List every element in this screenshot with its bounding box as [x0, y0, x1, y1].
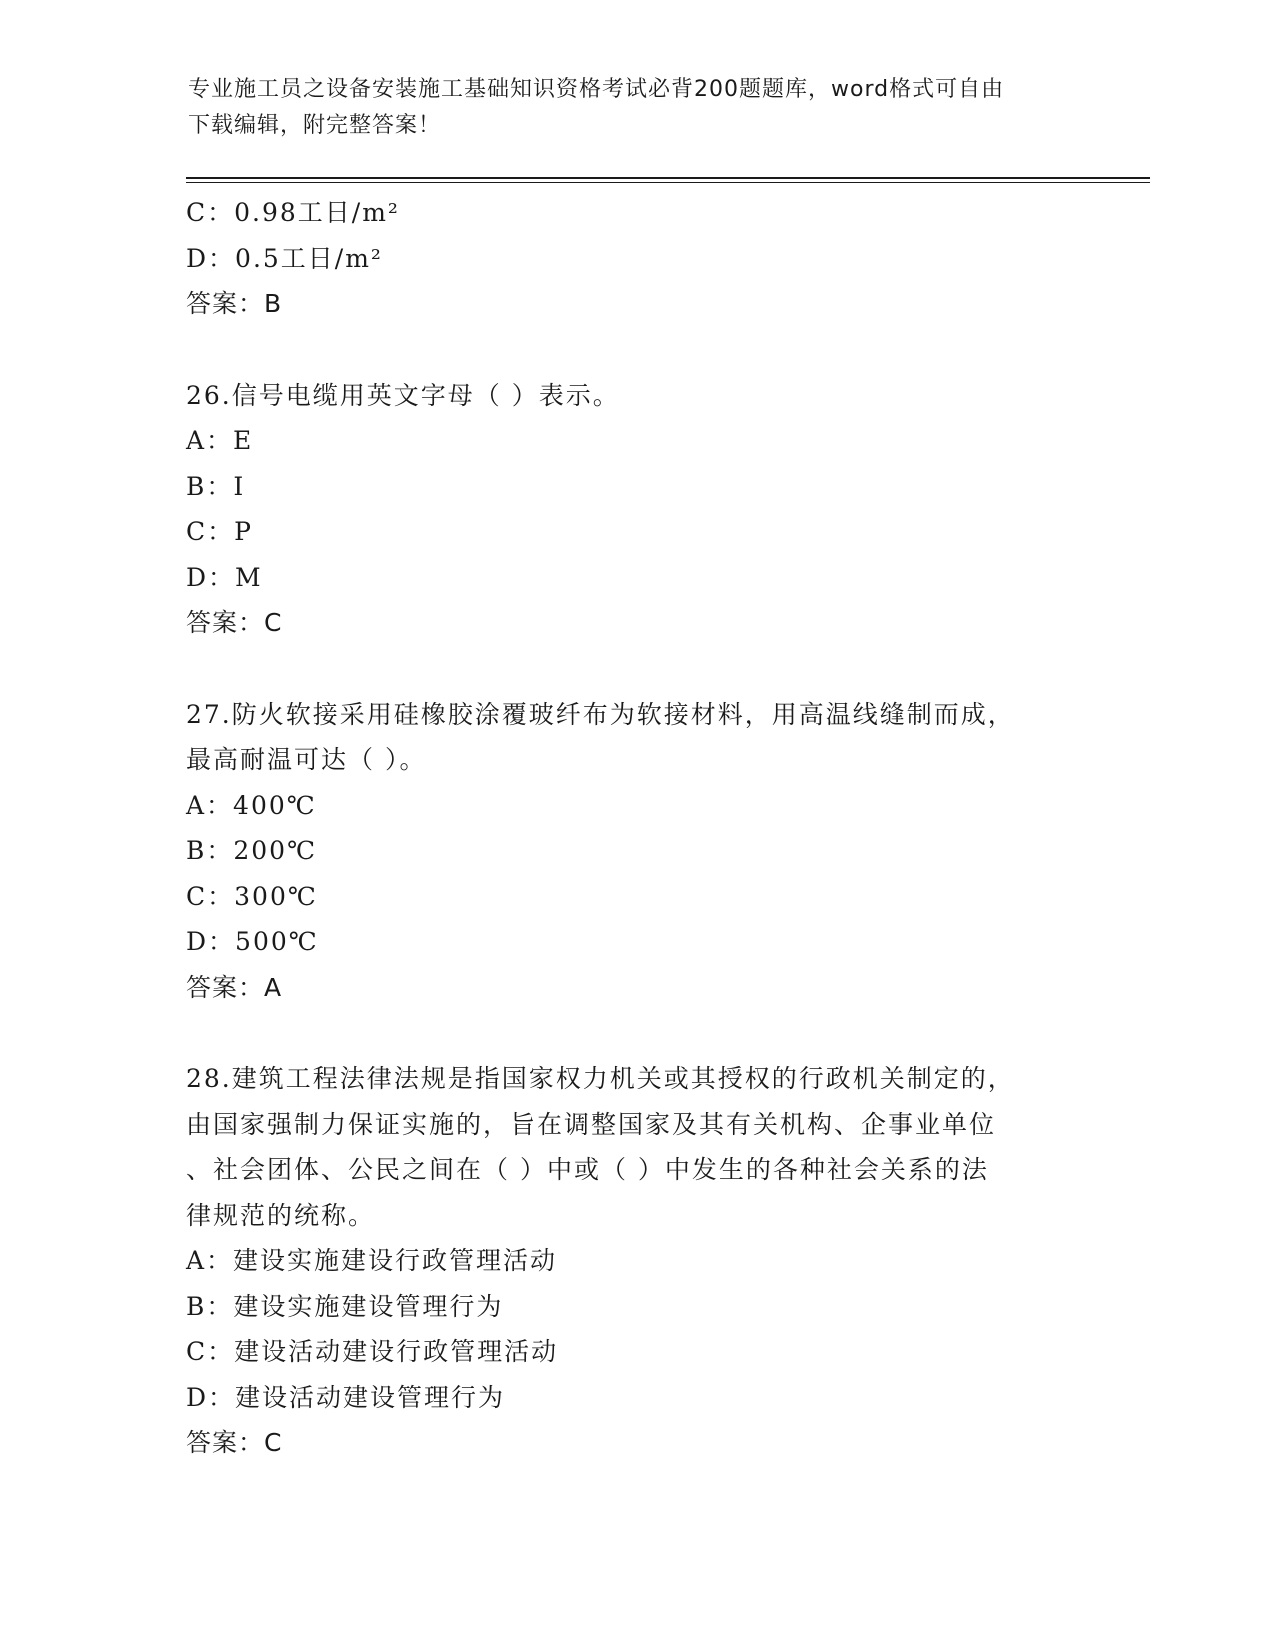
option-d: D：500℃ — [186, 927, 319, 956]
question-text-line-1: 27.防火软接采用硅橡胶涂覆玻纤布为软接材料，用高温线缝制而成， — [186, 699, 1015, 729]
header-title-line-2: 下载编辑，附完整答案！ — [188, 113, 442, 138]
spacer — [186, 646, 1066, 692]
option-c: C：300℃ — [186, 881, 318, 911]
spacer — [186, 327, 1066, 373]
option-c: C：P — [186, 517, 253, 546]
answer: 答案：A — [186, 972, 283, 1002]
question-text-line-3: 、社会团体、公民之间在（ ）中或（ ）中发生的各种社会关系的法 — [186, 1155, 989, 1184]
question-27 — [186, 692, 1066, 1011]
option-c: C：建设活动建设行政管理活动 — [186, 1337, 559, 1366]
option-d: D：M — [186, 562, 263, 592]
question-25-tail — [186, 190, 1066, 327]
question-text-line-2: 由国家强制力保证实施的，旨在调整国家及其有关机构、企事业单位 — [186, 1109, 997, 1139]
question-text-line-4: 律规范的统称。 — [186, 1200, 376, 1230]
option-b: B：建设实施建设管理行为 — [186, 1291, 504, 1321]
question-list — [186, 190, 1066, 1466]
option-a: A：400℃ — [186, 790, 317, 820]
option-a: A：建设实施建设行政管理活动 — [186, 1246, 558, 1275]
question-text: 26.信号电缆用英文字母（ ）表示。 — [186, 380, 620, 410]
option-b: B：I — [186, 471, 246, 501]
document-header — [188, 72, 1068, 144]
question-26 — [186, 373, 1066, 646]
answer: 答案：B — [186, 289, 283, 318]
option-a: A：E — [186, 426, 254, 455]
option-b: B：200℃ — [186, 836, 318, 865]
option-d: D：0.5工日/m² — [186, 243, 383, 273]
header-title-line-1: 专业施工员之设备安装施工基础知识资格考试必背200题题库，word格式可自由 — [188, 77, 1005, 102]
answer: 答案：C — [186, 1428, 283, 1457]
spacer — [186, 1010, 1066, 1056]
option-c: C：0.98工日/m² — [186, 198, 400, 227]
question-text-line-1: 28.建筑工程法律法规是指国家权力机关或其授权的行政机关制定的， — [186, 1064, 1015, 1093]
question-text-line-2: 最高耐温可达（ ）。 — [186, 745, 427, 774]
option-d: D：建设活动建设管理行为 — [186, 1382, 506, 1412]
answer: 答案：C — [186, 608, 283, 637]
header-double-rule — [186, 177, 1150, 183]
question-28 — [186, 1056, 1066, 1466]
